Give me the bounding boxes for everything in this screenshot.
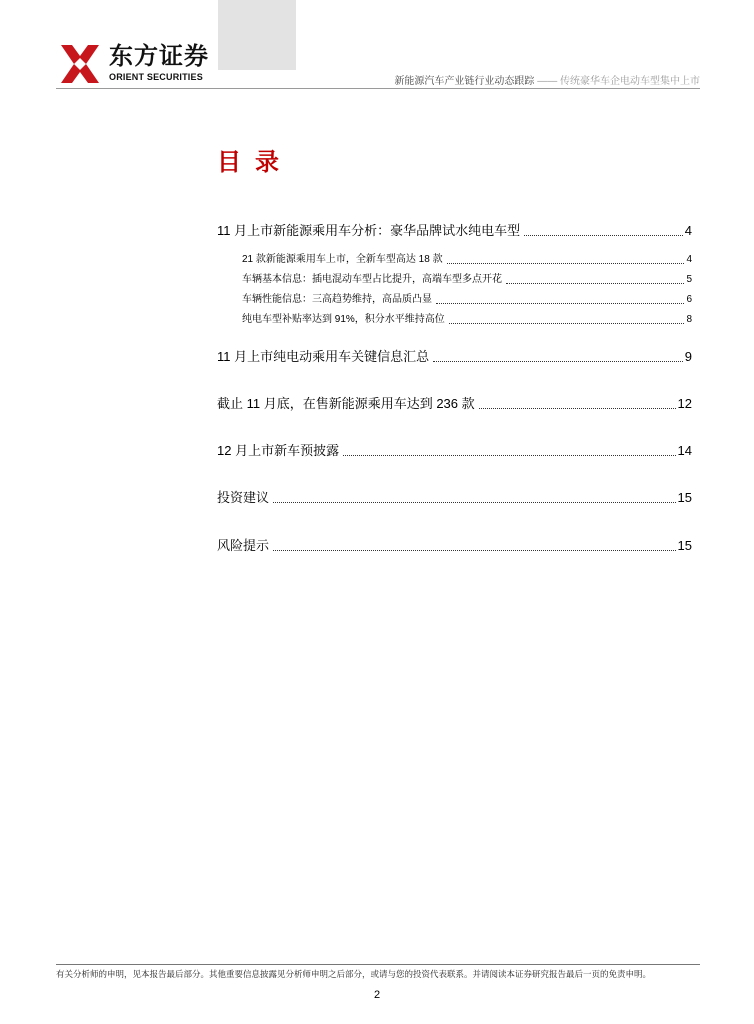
toc-entry-text: 投资建议 bbox=[217, 490, 270, 505]
toc-leader-dots bbox=[343, 454, 675, 456]
brand-name-en: ORIENT SECURITIES bbox=[109, 72, 203, 82]
toc-entry-text: 12 月上市新车预披露 bbox=[217, 443, 340, 458]
toc-leader-dots bbox=[524, 234, 683, 236]
toc-title: 目录 bbox=[217, 149, 293, 176]
toc-entry-level2[interactable] bbox=[242, 313, 692, 326]
toc-entry-page: 4 bbox=[686, 254, 692, 265]
toc-entry-level1[interactable] bbox=[217, 490, 692, 506]
toc-entry-page: 12 bbox=[677, 396, 692, 411]
toc-entry-level2[interactable] bbox=[242, 293, 692, 306]
toc-entry-level1[interactable] bbox=[217, 443, 692, 459]
toc-entry-level2[interactable] bbox=[242, 273, 692, 286]
toc-entry-page: 15 bbox=[677, 490, 692, 505]
header-report-title: 传统豪华车企电动车型集中上市 bbox=[560, 76, 700, 87]
toc-entry-page: 4 bbox=[684, 223, 692, 238]
toc-entry-level2[interactable] bbox=[242, 253, 692, 266]
toc-entry-text: 纯电车型补贴率达到 91%，积分水平维持高位 bbox=[242, 314, 445, 325]
toc-leader-dots bbox=[447, 262, 685, 264]
toc-entry-page: 6 bbox=[686, 294, 692, 305]
toc-entry-text: 截止 11 月底，在售新能源乘用车达到 236 款 bbox=[217, 396, 475, 411]
toc-leader-dots bbox=[273, 549, 676, 551]
toc-leader-dots bbox=[479, 407, 676, 409]
toc-entry-level1[interactable] bbox=[217, 538, 692, 554]
toc-leader-dots bbox=[273, 501, 676, 503]
toc-entry-text: 21 款新能源乘用车上市，全新车型高达 18 款 bbox=[242, 254, 443, 265]
toc-entry-page: 5 bbox=[686, 274, 692, 285]
toc-entry-page: 9 bbox=[684, 349, 692, 364]
header-report-series: 新能源汽车产业链行业动态跟踪 bbox=[394, 76, 535, 87]
toc-leader-dots bbox=[506, 282, 684, 284]
toc-entry-page: 15 bbox=[677, 538, 692, 553]
toc-entry-level1[interactable] bbox=[217, 349, 692, 365]
brand-name-cn: 东方证券 bbox=[109, 43, 209, 70]
toc-entry-page: 8 bbox=[686, 314, 692, 325]
footer-rule bbox=[56, 964, 700, 965]
footer-disclaimer: 有关分析师的申明，见本报告最后部分。其他重要信息披露见分析师申明之后部分，或请与您的投资代表联系。并请阅读本证券研究报告最后一页的免责申明。 bbox=[56, 969, 652, 979]
toc-entry-text: 11 月上市纯电动乘用车关键信息汇总 bbox=[217, 349, 430, 364]
toc-leader-dots bbox=[449, 322, 685, 324]
toc-entry-text: 车辆性能信息：三高趋势维持，高品质凸显 bbox=[242, 294, 432, 305]
header-gray-tab bbox=[218, 0, 296, 70]
orient-securities-logo-icon bbox=[58, 42, 102, 86]
header-rule bbox=[56, 88, 700, 89]
toc-entry-level1[interactable] bbox=[217, 223, 692, 239]
toc-leader-dots bbox=[436, 302, 684, 304]
toc-entry-page: 14 bbox=[677, 443, 692, 458]
toc-leader-dots bbox=[433, 360, 683, 362]
page-number: 2 bbox=[373, 989, 381, 1001]
toc-entry-text: 风险提示 bbox=[217, 538, 270, 553]
toc-entry-level1[interactable] bbox=[217, 396, 692, 412]
toc-entry-text: 车辆基本信息：插电混动车型占比提升，高端车型多点开花 bbox=[242, 274, 502, 285]
header-separator: —— bbox=[537, 76, 558, 87]
toc-entry-text: 11 月上市新能源乘用车分析：豪华品牌试水纯电车型 bbox=[217, 223, 521, 238]
header-report-line bbox=[394, 76, 700, 88]
